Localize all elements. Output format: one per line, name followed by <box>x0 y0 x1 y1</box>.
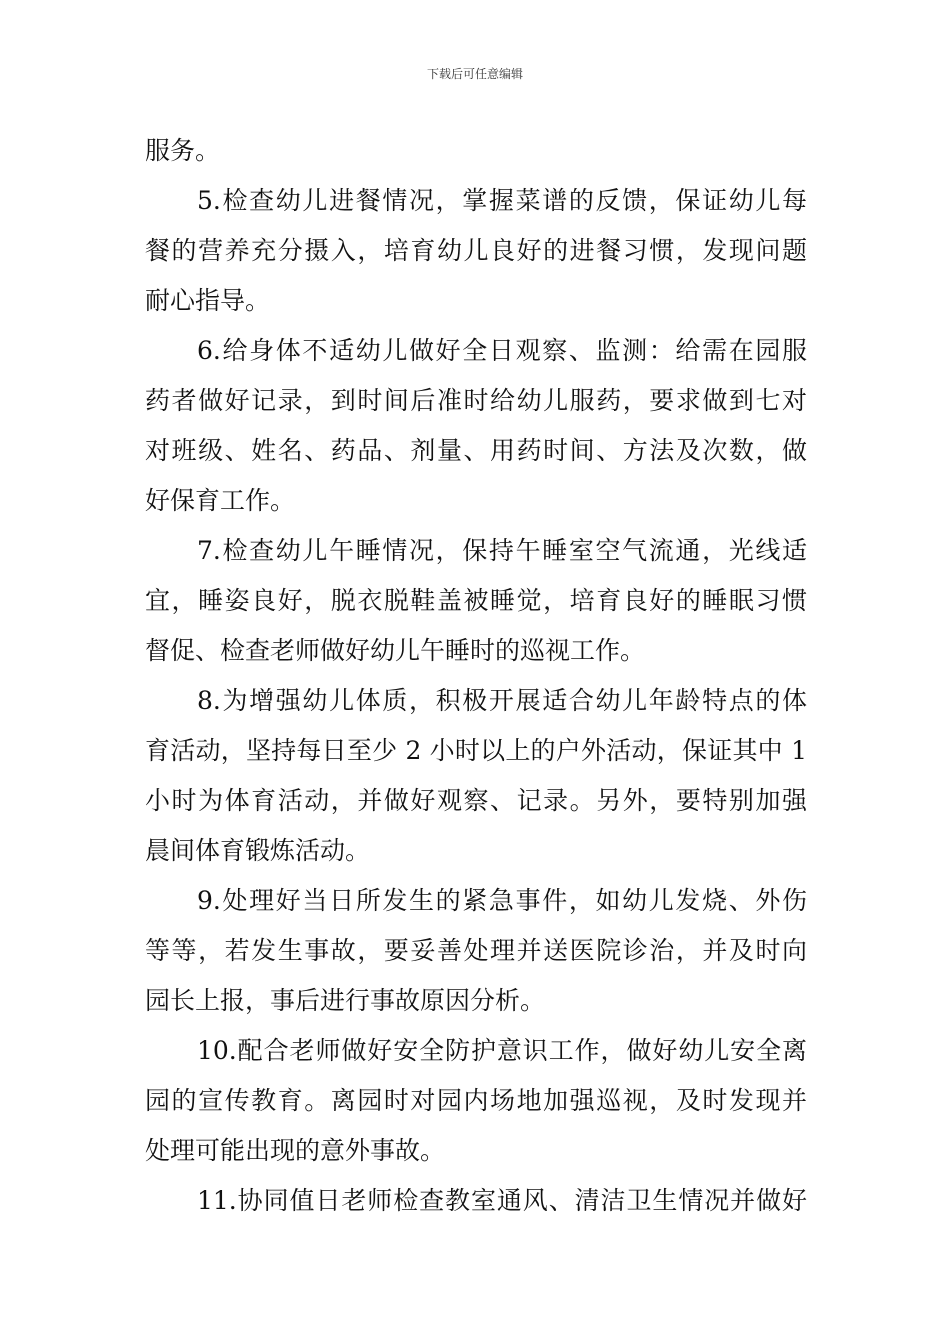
text-line: 晨间体育锻炼活动。 <box>145 836 371 865</box>
list-item-11-line: 11.协同值日老师检查教室通风、清洁卫生情况并做好 <box>197 1186 807 1215</box>
text-line: 餐的营养充分摄入，培育幼儿良好的进餐习惯，发现问题 <box>145 236 807 265</box>
text-line: 处理可能出现的意外事故。 <box>145 1136 446 1165</box>
list-item-9-line: 9.处理好当日所发生的紧急事件，如幼儿发烧、外伤 <box>197 886 807 915</box>
text-line: 育活动，坚持每日至少 2 小时以上的户外活动，保证其中 1 <box>145 736 807 765</box>
list-item-5-line: 5.检查幼儿进餐情况，掌握菜谱的反馈，保证幼儿每 <box>197 186 807 215</box>
text-line: 小时为体育活动，并做好观察、记录。另外，要特别加强 <box>145 786 807 815</box>
text-line: 好保育工作。 <box>145 486 296 515</box>
text-line: 药者做好记录，到时间后准时给幼儿服药，要求做到七对 <box>145 386 807 415</box>
text-line: 宜，睡姿良好，脱衣脱鞋盖被睡觉，培育良好的睡眠习惯 <box>145 586 807 615</box>
text-line: 耐心指导。 <box>145 286 271 315</box>
text-line: 对班级、姓名、药品、剂量、用药时间、方法及次数，做 <box>145 436 807 465</box>
text-line: 服务。 <box>145 136 221 165</box>
text-line: 督促、检查老师做好幼儿午睡时的巡视工作。 <box>145 636 646 665</box>
list-item-7-line: 7.检查幼儿午睡情况，保持午睡室空气流通，光线适 <box>197 536 807 565</box>
text-line: 园的宣传教育。离园时对园内场地加强巡视，及时发现并 <box>145 1086 807 1115</box>
text-line: 等等，若发生事故，要妥善处理并送医院诊治，并及时向 <box>145 936 807 965</box>
document-body <box>145 126 807 1226</box>
list-item-10-line: 10.配合老师做好安全防护意识工作，做好幼儿安全离 <box>197 1036 807 1065</box>
text-line: 园长上报，事后进行事故原因分析。 <box>145 986 546 1015</box>
header-note: 下载后可任意编辑 <box>426 67 523 81</box>
list-item-6-line: 6.给身体不适幼儿做好全日观察、监测：给需在园服 <box>197 336 807 365</box>
list-item-8-line: 8.为增强幼儿体质，积极开展适合幼儿年龄特点的体 <box>197 686 807 715</box>
